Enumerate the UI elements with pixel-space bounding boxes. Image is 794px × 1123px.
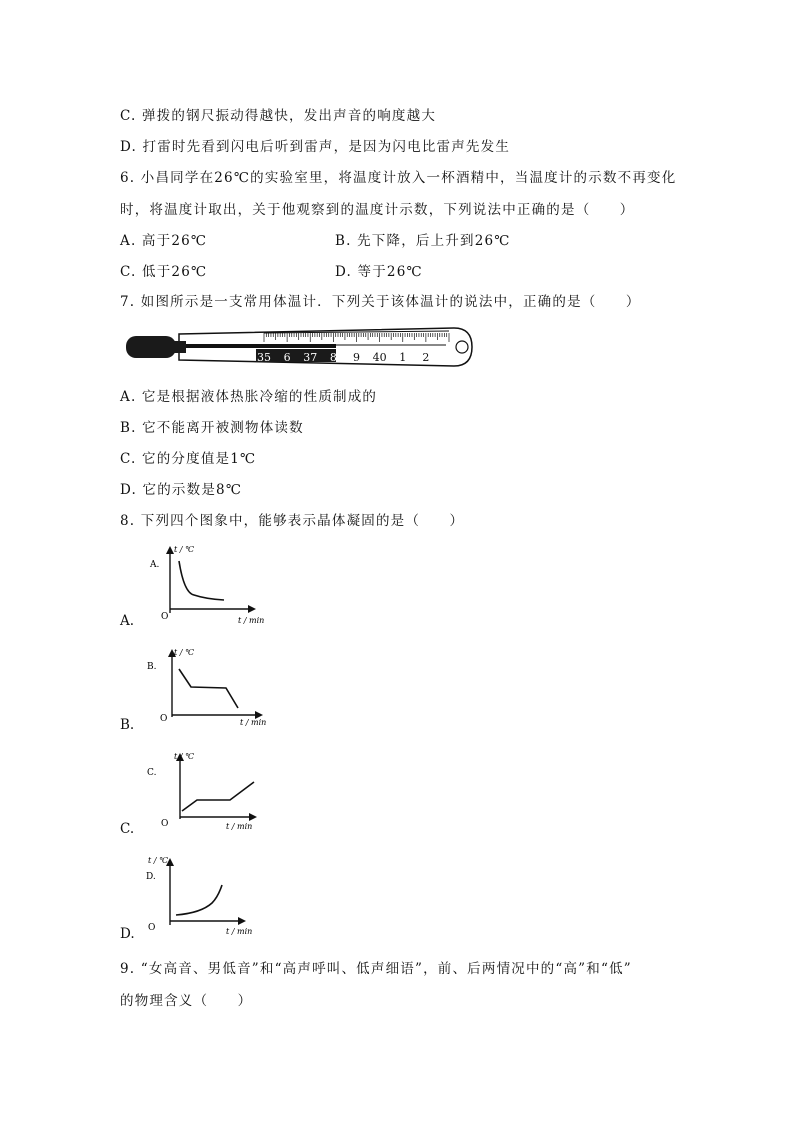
graph-d-ylabel: t / ℃ — [148, 856, 168, 865]
q6-stem-line1: 6. 小昌同学在26℃的实验室里，将温度计放入一杯酒精中，当温度计的示数不再变化 — [120, 170, 677, 186]
graph-d-origin: O — [148, 923, 156, 933]
q8-graph-b — [146, 645, 276, 735]
graph-b-origin: O — [160, 714, 168, 724]
thermometer-scale-label: 6 — [283, 351, 291, 364]
q7-option-d: D. 它的示数是8℃ — [120, 482, 243, 498]
q6-option-c: C. 低于26℃ — [120, 264, 208, 280]
thermometer-scale-label: 35 — [257, 351, 271, 364]
q8-graph-c — [146, 747, 276, 837]
graph-c-ylabel: t / ℃ — [174, 752, 194, 761]
thermometer-scale-label: 9 — [353, 351, 360, 364]
q8-option-c-label: C. — [120, 821, 135, 837]
graph-b-xlabel: t / min — [240, 718, 267, 727]
q8-option-b-label: B. — [120, 717, 135, 733]
thermometer-scale-label: 2 — [422, 351, 430, 364]
q7-option-a: A. 它是根据液体热胀冷缩的性质制成的 — [120, 389, 378, 405]
q8-graph-a — [146, 543, 276, 628]
graph-d-xlabel: t / min — [226, 927, 253, 936]
q8-option-d-label: D. — [120, 926, 135, 942]
thermometer-scale-label: 40 — [372, 351, 387, 364]
q5-option-d: D. 打雷时先看到闪电后听到雷声，是因为闪电比雷声先发生 — [120, 139, 511, 155]
graph-a-ylabel: t / ℃ — [174, 545, 194, 554]
q8-option-a-label: A. — [120, 613, 135, 629]
graph-c-letter: C. — [147, 768, 157, 778]
thermometer-scale-label: 37 — [303, 351, 318, 364]
q6-option-b: B. 先下降，后上升到26℃ — [335, 233, 511, 249]
q6-stem-line2: 时，将温度计取出，关于他观察到的温度计示数，下列说法中正确的是（ ） — [120, 202, 635, 218]
q7-option-c: C. 它的分度值是1℃ — [120, 451, 257, 467]
thermometer-figure — [124, 320, 474, 372]
q9-stem-line1: 9. “女高音、男低音”和“高声呼叫、低声细语”，前、后两情况中的“高”和“低” — [120, 961, 632, 977]
graph-c-origin: O — [161, 819, 169, 829]
graph-b-ylabel: t / ℃ — [174, 648, 194, 657]
q7-option-b: B. 它不能离开被测物体读数 — [120, 420, 304, 436]
q6-option-d: D. 等于26℃ — [335, 264, 423, 280]
graph-c-xlabel: t / min — [226, 822, 253, 831]
graph-d-letter: D. — [146, 872, 156, 882]
graph-a-origin: O — [161, 612, 169, 622]
graph-a-xlabel: t / min — [238, 616, 265, 625]
thermometer-scale-label: 1 — [399, 351, 407, 364]
q6-option-a: A. 高于26℃ — [120, 233, 208, 249]
q7-stem: 7. 如图所示是一支常用体温计．下列关于该体温计的说法中，正确的是（ ） — [120, 294, 641, 310]
graph-b-letter: B. — [147, 662, 157, 672]
q8-stem: 8. 下列四个图象中，能够表示晶体凝固的是（ ） — [120, 513, 465, 529]
q9-stem-line2: 的物理含义（ ） — [120, 993, 253, 1009]
graph-a-letter: A. — [150, 560, 160, 570]
q5-option-c: C. 弹拨的钢尺振动得越快，发出声音的响度越大 — [120, 108, 437, 124]
thermometer-scale-label: 8 — [329, 351, 337, 364]
q8-graph-d — [146, 851, 276, 941]
